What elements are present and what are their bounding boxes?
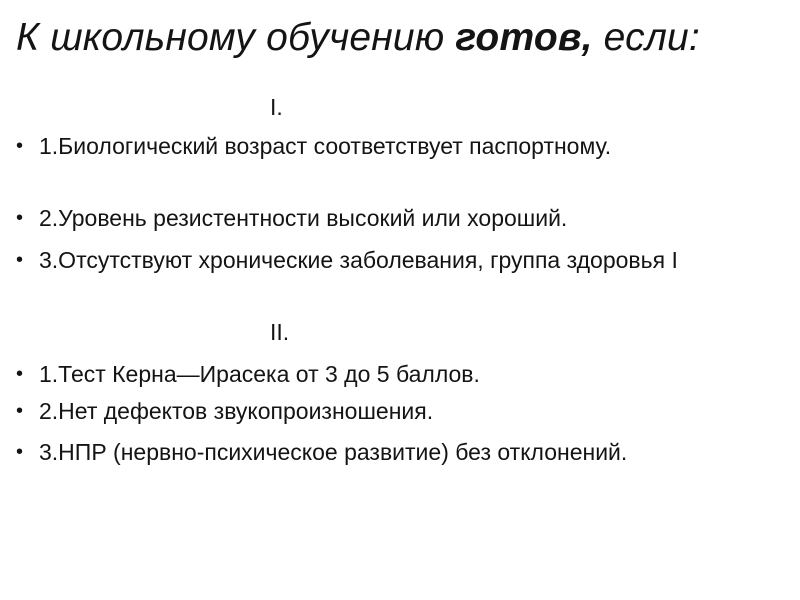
- bullet-icon: •: [16, 363, 24, 385]
- list-item-text: 1.Тест Керна—Ирасека от 3 до 5 баллов.: [39, 361, 480, 387]
- bullet-icon: •: [16, 135, 24, 157]
- list-item: [16, 359, 756, 389]
- slide-title: [16, 14, 700, 62]
- list-item-text: 1.Биологический возраст соответствует паспортному.: [39, 133, 612, 159]
- title-part-1: К школьному обучению: [16, 16, 456, 59]
- title-emphasis: готов,: [455, 16, 593, 59]
- section-heading-2: II.: [270, 319, 290, 345]
- list-item-text: 2.Уровень резистентности высокий или хороший.: [39, 205, 568, 231]
- list-item-text: 3.Отсутствуют хронические заболевания, группа здоровья I: [39, 247, 678, 273]
- bullet-icon: •: [16, 441, 24, 463]
- bullet-icon: •: [16, 249, 24, 271]
- bullet-icon: •: [16, 400, 24, 422]
- list-item: [16, 203, 756, 233]
- title-part-2: если:: [592, 16, 700, 59]
- list-item: [16, 437, 756, 467]
- list-item: [16, 396, 756, 426]
- section-heading-1: I.: [270, 94, 283, 120]
- list-item-text: 2.Нет дефектов звукопроизношения.: [39, 398, 434, 424]
- list-item: [16, 131, 756, 161]
- list-item-text: 3.НПР (нервно-психическое развитие) без отклонений.: [39, 439, 628, 465]
- list-item: [16, 245, 756, 275]
- bullet-icon: •: [16, 207, 24, 229]
